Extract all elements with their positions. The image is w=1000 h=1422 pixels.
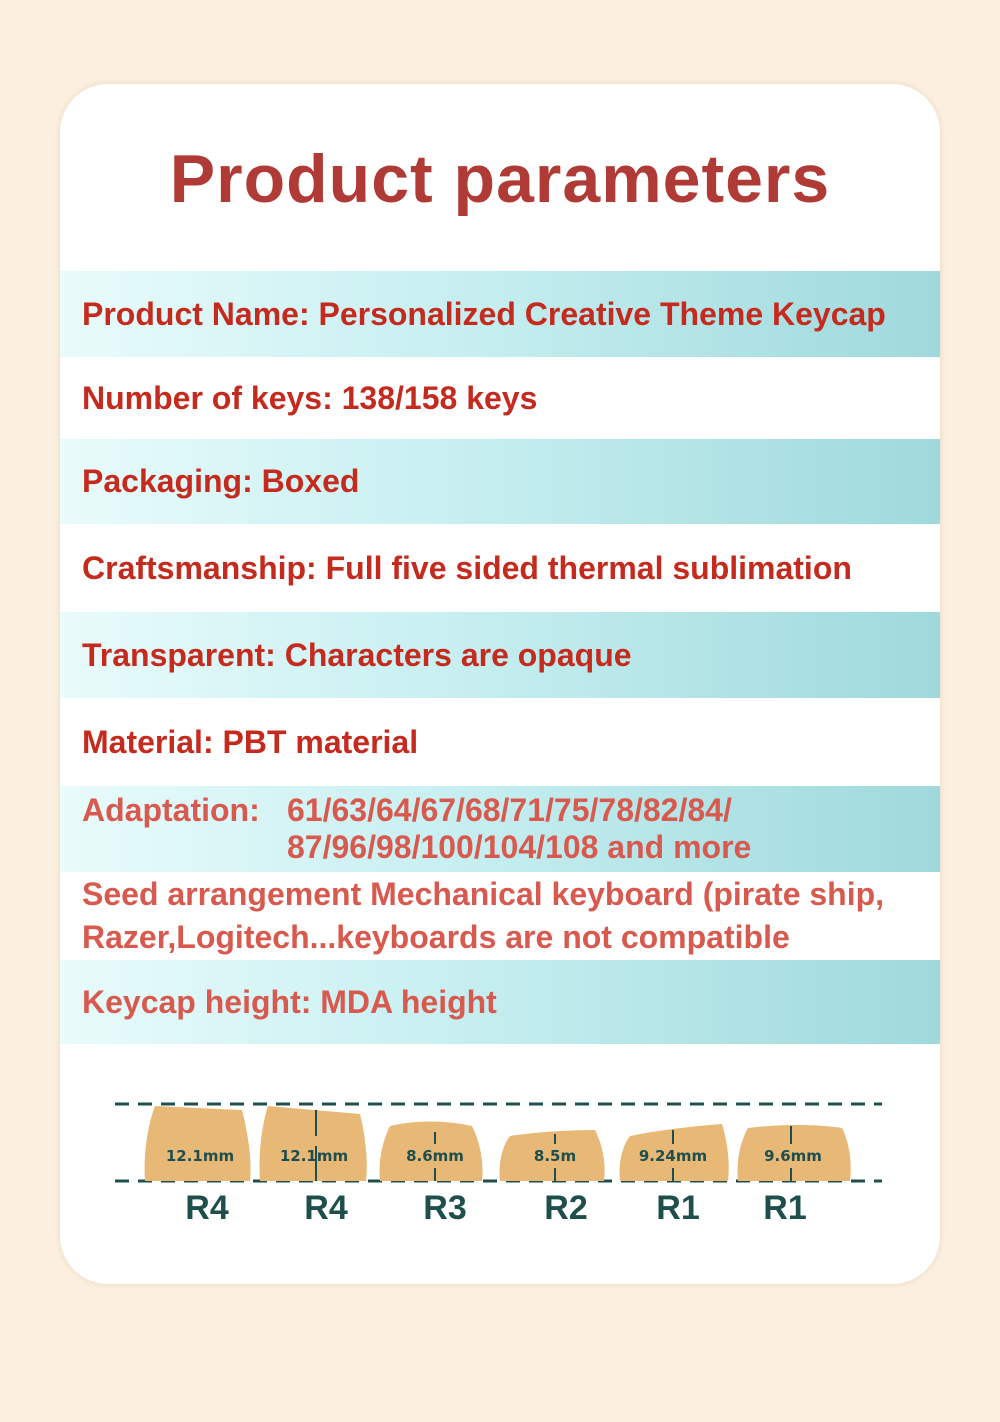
keycap-1 (145, 1106, 251, 1227)
number-of-keys-text: Number of keys: 138/158 keys (82, 379, 538, 416)
transparent-text: Transparent: Characters are opaque (82, 636, 632, 673)
param-row-craftsmanship (60, 524, 940, 612)
param-row-keycap-height (60, 960, 940, 1044)
keycap-6-row: R1 (763, 1189, 807, 1227)
product-name-text: Product Name: Personalized Creative Theme Keycap (82, 295, 886, 332)
keycap-5-height: 9.24mm (638, 1147, 708, 1165)
keycap-6-height: 9.6mm (764, 1147, 822, 1165)
keycap-2-height: 12.1mm (279, 1147, 349, 1165)
keycap-4 (499, 1130, 604, 1227)
keycap-3-row: R3 (423, 1189, 467, 1227)
compatibility-line-1: Seed arrangement Mechanical keyboard (pirate ship, (82, 876, 885, 912)
keycap-5-row: R1 (656, 1189, 700, 1227)
keycap-3-height: 8.6mm (406, 1147, 464, 1165)
adaptation-line-2: 87/96/98/100/104/108 and more (287, 829, 752, 865)
keycap-1-height: 12.1mm (165, 1147, 235, 1165)
adaptation-label: Adaptation: (82, 792, 260, 828)
keycap-6 (737, 1125, 850, 1227)
param-row-material (60, 698, 940, 786)
keycap-1-row: R4 (185, 1189, 229, 1227)
param-row-compatibility (60, 872, 940, 960)
param-row-packaging (60, 439, 940, 524)
parameters-card (60, 84, 940, 1284)
material-text: Material: PBT material (82, 723, 419, 760)
keycap-height-text: Keycap height: MDA height (82, 983, 497, 1020)
keycap-2-row: R4 (304, 1189, 348, 1227)
keycap-4-row: R2 (544, 1189, 588, 1227)
keycap-5 (619, 1124, 728, 1227)
keycap-profile-diagram (60, 1084, 940, 1244)
packaging-text: Packaging: Boxed (82, 463, 360, 499)
param-row-transparent (60, 612, 940, 698)
keycap-3 (379, 1122, 482, 1228)
param-row-adaptation (60, 786, 940, 872)
page-title: Product parameters (169, 141, 831, 217)
param-row-number-of-keys (60, 357, 940, 439)
craftsmanship-text: Craftsmanship: Full five sided thermal sublimation (82, 549, 852, 586)
compatibility-line-2: Razer,Logitech...keyboards are not compatible (82, 919, 790, 955)
adaptation-line-1: 61/63/64/67/68/71/75/78/82/84/ (287, 792, 732, 828)
keycap-2 (259, 1106, 366, 1227)
keycap-4-height: 8.5m (533, 1147, 577, 1165)
param-row-product-name (60, 271, 940, 357)
